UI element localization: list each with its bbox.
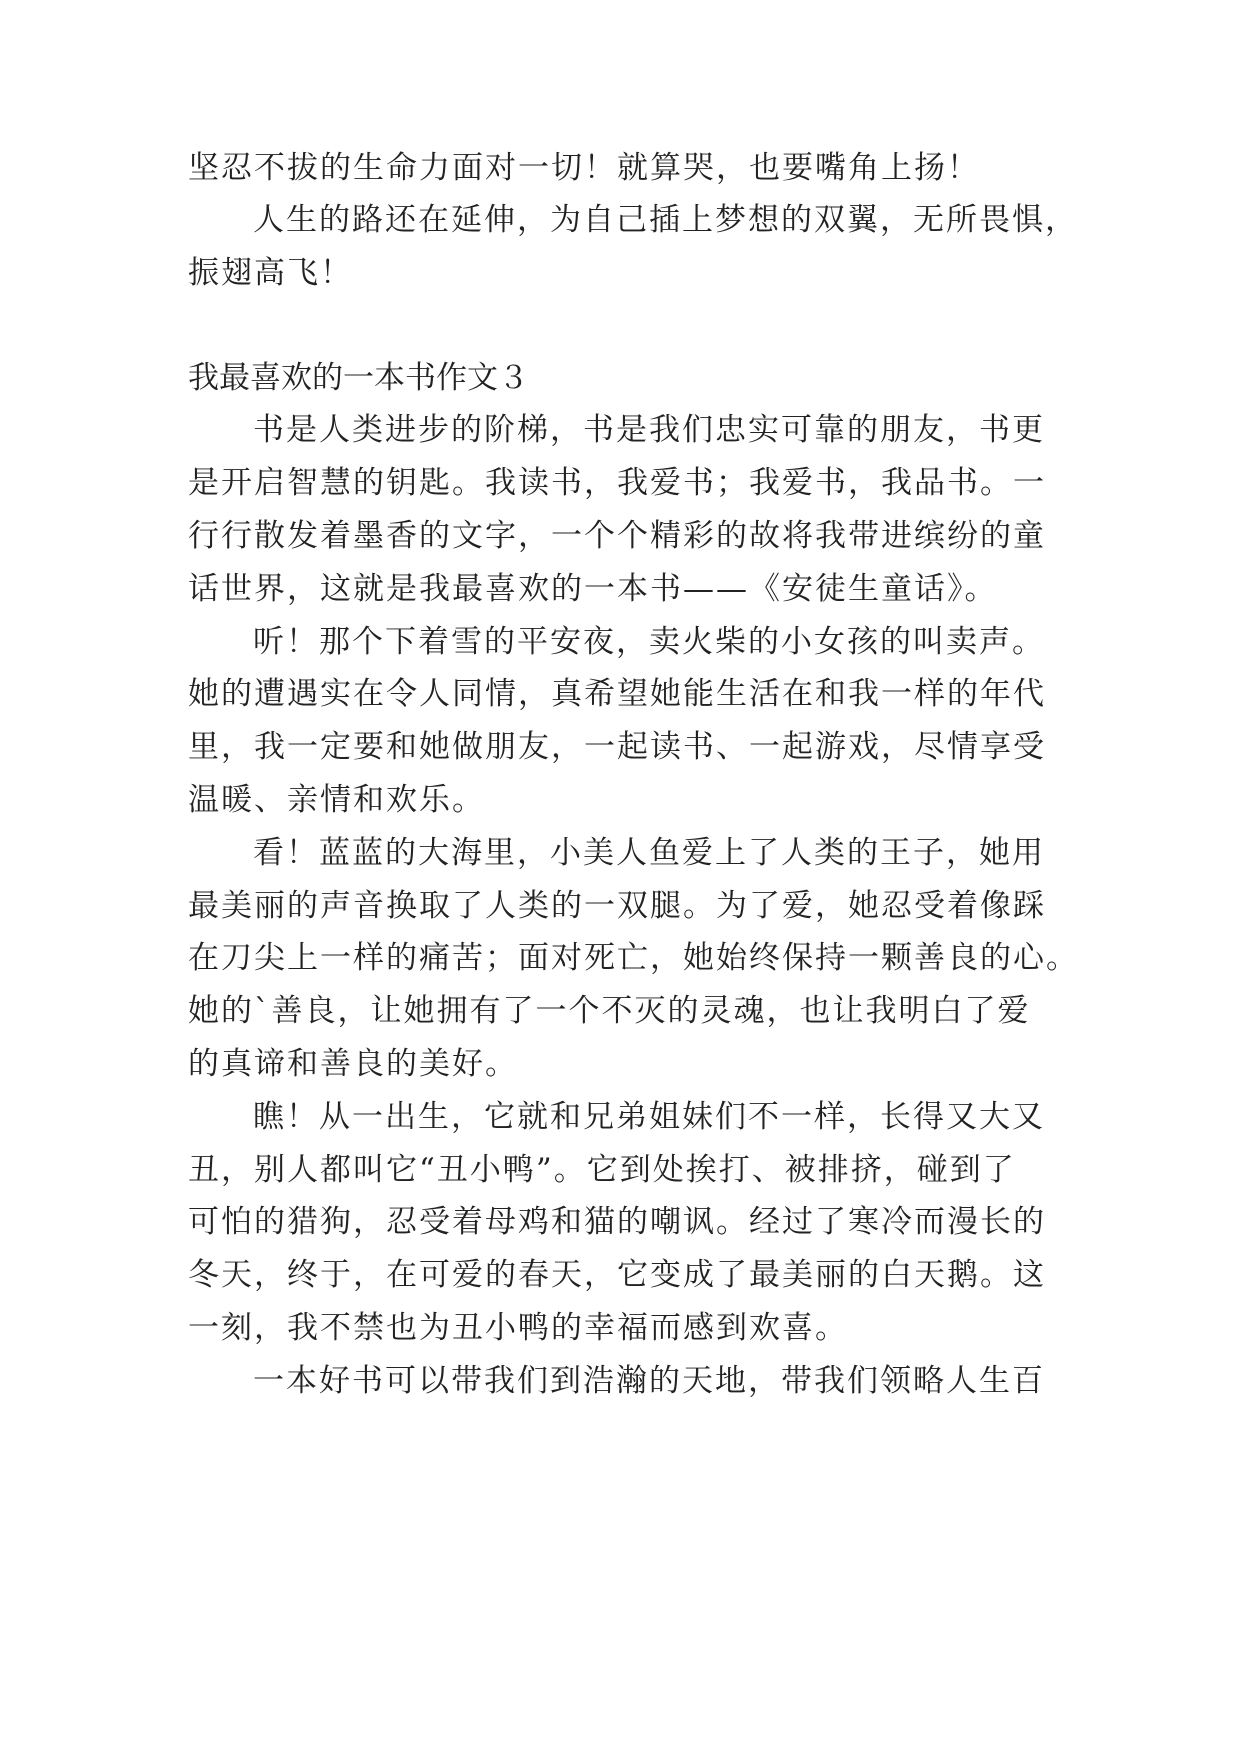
text-line-16: 她的`善良，让她拥有了一个不灭的灵魂，也让我明白了爱 — [188, 993, 1031, 1029]
text-line-7: 行行散发着墨香的文字，一个个精彩的故将我带进缤纷的童 — [188, 518, 1046, 554]
text-line-15: 在刀尖上一样的痛苦；面对死亡，她始终保持一颗善良的心。 — [188, 940, 1079, 976]
section-title: 我最喜欢的一本书作文３ — [188, 360, 529, 396]
text-line-1: 坚忍不拔的生命力面对一切！就算哭，也要嘴角上扬！ — [188, 150, 980, 186]
text-line-14: 最美丽的声音换取了人类的一双腿。为了爱，她忍受着像踩 — [188, 888, 1046, 924]
text-line-18: 瞧！从一出生，它就和兄弟姐妹们不一样，长得又大又 — [253, 1099, 1045, 1135]
text-line-20: 可怕的猎狗，忍受着母鸡和猫的嘲讽。经过了寒冷而漫长的 — [188, 1204, 1046, 1240]
text-line-5: 书是人类进步的阶梯，书是我们忠实可靠的朋友，书更 — [253, 412, 1045, 448]
text-line-8: 话世界，这就是我最喜欢的一本书——《安徒生童话》。 — [188, 571, 998, 607]
text-line-2: 人生的路还在延伸，为自己插上梦想的双翼，无所畏惧， — [253, 202, 1078, 238]
text-line-23: 一本好书可以带我们到浩瀚的天地，带我们领略人生百 — [253, 1363, 1045, 1399]
text-line-3: 振翅高飞！ — [188, 255, 353, 291]
text-line-9: 听！那个下着雪的平安夜，卖火柴的小女孩的叫卖声。 — [253, 624, 1045, 660]
text-line-21: 冬天，终于，在可爱的春天，它变成了最美丽的白天鹅。这 — [188, 1257, 1046, 1293]
text-line-19: 丑，别人都叫它“丑小鸭”。它到处挨打、被排挤，碰到了 — [188, 1152, 1016, 1188]
text-line-13: 看！蓝蓝的大海里，小美人鱼爱上了人类的王子，她用 — [253, 835, 1045, 871]
text-line-10: 她的遭遇实在令人同情，真希望她能生活在和我一样的年代 — [188, 676, 1046, 712]
text-line-11: 里，我一定要和她做朋友，一起读书、一起游戏，尽情享受 — [188, 729, 1046, 765]
text-line-17: 的真谛和善良的美好。 — [188, 1046, 518, 1082]
text-line-12: 温暖、亲情和欢乐。 — [188, 782, 485, 818]
text-line-22: 一刻，我不禁也为丑小鸭的幸福而感到欢喜。 — [188, 1310, 848, 1346]
text-line-6: 是开启智慧的钥匙。我读书，我爱书；我爱书，我品书。一 — [188, 465, 1046, 501]
